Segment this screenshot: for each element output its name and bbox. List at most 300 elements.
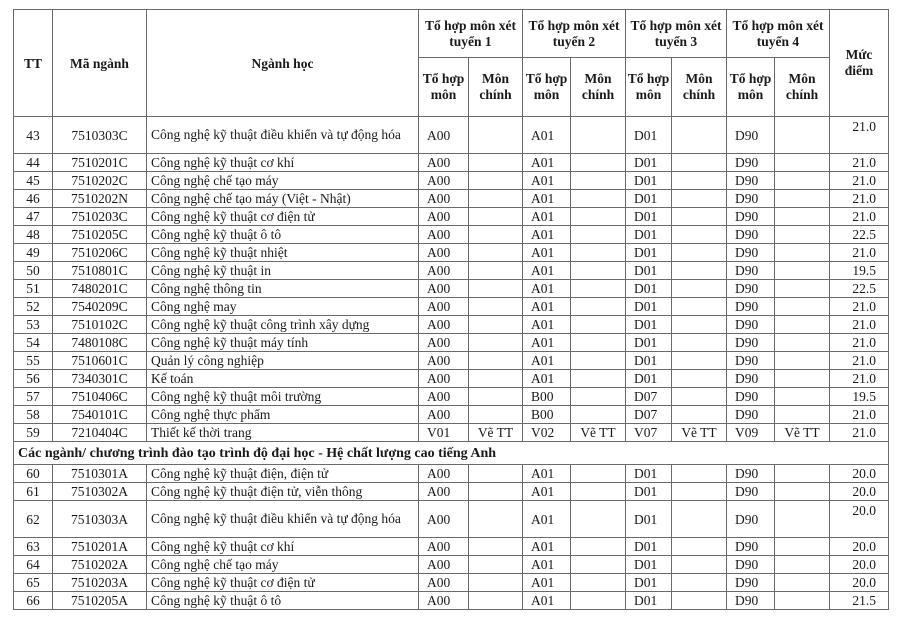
cell-combo-1: A00 xyxy=(419,226,469,244)
cell-code: 7510201A xyxy=(53,538,147,556)
cell-combo-4: D90 xyxy=(727,406,775,424)
cell-main-3 xyxy=(672,334,727,352)
cell-code: 7510301A xyxy=(53,465,147,483)
cell-score: 21.0 xyxy=(830,208,889,226)
header-main-4: Môn chính xyxy=(775,58,830,117)
cell-main-4 xyxy=(775,154,830,172)
table-row xyxy=(14,501,889,538)
cell-combo-4: D90 xyxy=(727,538,775,556)
cell-main-2 xyxy=(571,298,626,316)
cell-combo-2: B00 xyxy=(523,406,571,424)
header-combo-1: Tổ hợp môn xyxy=(419,58,469,117)
cell-tt: 43 xyxy=(14,117,53,154)
cell-main-4 xyxy=(775,574,830,592)
cell-main-4: Vẽ TT xyxy=(775,424,830,442)
cell-code: 7510203A xyxy=(53,574,147,592)
cell-combo-4: D90 xyxy=(727,172,775,190)
table-row xyxy=(14,298,889,316)
cell-main-1 xyxy=(469,298,523,316)
cell-main-1 xyxy=(469,388,523,406)
cell-score: 20.0 xyxy=(830,465,889,483)
cell-score: 19.5 xyxy=(830,388,889,406)
cell-combo-2: A01 xyxy=(523,556,571,574)
cell-combo-3: D01 xyxy=(626,483,672,501)
cell-main-1 xyxy=(469,154,523,172)
cell-main-2 xyxy=(571,465,626,483)
cell-combo-4: D90 xyxy=(727,483,775,501)
cell-major: Công nghệ chế tạo máy (Việt - Nhật) xyxy=(147,190,419,208)
cell-main-2 xyxy=(571,538,626,556)
cell-main-3 xyxy=(672,388,727,406)
cell-main-3 xyxy=(672,226,727,244)
cell-main-1: Vẽ TT xyxy=(469,424,523,442)
cell-main-2 xyxy=(571,370,626,388)
cell-combo-1: A00 xyxy=(419,298,469,316)
cell-combo-1: A00 xyxy=(419,154,469,172)
cell-combo-3: D01 xyxy=(626,262,672,280)
cell-main-2 xyxy=(571,280,626,298)
cell-main-4 xyxy=(775,190,830,208)
cell-main-3 xyxy=(672,117,727,154)
cell-combo-1: A00 xyxy=(419,592,469,610)
cell-major: Công nghệ kỹ thuật nhiệt xyxy=(147,244,419,262)
cell-tt: 59 xyxy=(14,424,53,442)
cell-main-2 xyxy=(571,556,626,574)
cell-main-1 xyxy=(469,406,523,424)
cell-combo-1: A00 xyxy=(419,117,469,154)
cell-main-1 xyxy=(469,208,523,226)
header-main-1: Môn chính xyxy=(469,58,523,117)
cell-main-1 xyxy=(469,244,523,262)
table-row xyxy=(14,262,889,280)
header-main-3: Môn chính xyxy=(672,58,727,117)
table-row xyxy=(14,406,889,424)
cell-main-4 xyxy=(775,262,830,280)
cell-score: 22.5 xyxy=(830,280,889,298)
cell-combo-4: D90 xyxy=(727,592,775,610)
cell-combo-1: A00 xyxy=(419,208,469,226)
cell-tt: 61 xyxy=(14,483,53,501)
cell-combo-3: D01 xyxy=(626,556,672,574)
cell-combo-2: A01 xyxy=(523,208,571,226)
cell-code: 7480201C xyxy=(53,280,147,298)
cell-combo-4: D90 xyxy=(727,388,775,406)
cell-combo-2: A01 xyxy=(523,316,571,334)
cell-combo-3: D01 xyxy=(626,538,672,556)
cell-main-2 xyxy=(571,334,626,352)
table-row xyxy=(14,334,889,352)
cell-major: Công nghệ chế tạo máy xyxy=(147,556,419,574)
table-row xyxy=(14,244,889,262)
cell-combo-1: A00 xyxy=(419,262,469,280)
table-row xyxy=(14,556,889,574)
cell-score: 21.0 xyxy=(830,334,889,352)
cell-major: Công nghệ kỹ thuật điều khiển và tự động hóa xyxy=(147,117,419,154)
table-body-standard xyxy=(14,117,889,442)
cell-code: 7540209C xyxy=(53,298,147,316)
cell-combo-3: D01 xyxy=(626,298,672,316)
cell-main-4 xyxy=(775,465,830,483)
cell-main-3 xyxy=(672,465,727,483)
cell-main-4 xyxy=(775,208,830,226)
table-row xyxy=(14,154,889,172)
cell-combo-1: V01 xyxy=(419,424,469,442)
cell-combo-1: A00 xyxy=(419,483,469,501)
cell-main-1 xyxy=(469,538,523,556)
cell-code: 7480108C xyxy=(53,334,147,352)
cell-main-2 xyxy=(571,388,626,406)
cell-main-3 xyxy=(672,370,727,388)
cell-combo-3: V07 xyxy=(626,424,672,442)
cell-combo-2: A01 xyxy=(523,262,571,280)
cell-main-3 xyxy=(672,190,727,208)
header-combo-2: Tổ hợp môn xyxy=(523,58,571,117)
cell-combo-1: A00 xyxy=(419,352,469,370)
cell-tt: 44 xyxy=(14,154,53,172)
cell-combo-2: A01 xyxy=(523,483,571,501)
header-combo-4: Tổ hợp môn xyxy=(727,58,775,117)
table-row xyxy=(14,538,889,556)
cell-combo-2: A01 xyxy=(523,352,571,370)
cell-main-4 xyxy=(775,117,830,154)
cell-main-2 xyxy=(571,592,626,610)
table-row xyxy=(14,208,889,226)
header-main-2: Môn chính xyxy=(571,58,626,117)
cell-main-1 xyxy=(469,465,523,483)
cell-main-1 xyxy=(469,352,523,370)
cell-combo-4: D90 xyxy=(727,117,775,154)
cell-main-4 xyxy=(775,538,830,556)
header-code: Mã ngành xyxy=(53,10,147,117)
cell-score: 19.5 xyxy=(830,262,889,280)
cell-tt: 49 xyxy=(14,244,53,262)
cell-score: 20.0 xyxy=(830,556,889,574)
cell-main-4 xyxy=(775,592,830,610)
cell-code: 7510202C xyxy=(53,172,147,190)
table-row xyxy=(14,352,889,370)
cell-main-3 xyxy=(672,556,727,574)
cell-score: 21.0 xyxy=(830,424,889,442)
cell-major: Công nghệ kỹ thuật công trình xây dựng xyxy=(147,316,419,334)
cell-main-2 xyxy=(571,244,626,262)
table-row xyxy=(14,483,889,501)
header-combo-3: Tổ hợp môn xyxy=(626,58,672,117)
cell-code: 7510202A xyxy=(53,556,147,574)
cell-main-3 xyxy=(672,538,727,556)
cell-combo-3: D01 xyxy=(626,334,672,352)
cell-combo-3: D07 xyxy=(626,388,672,406)
cell-main-2 xyxy=(571,208,626,226)
cell-main-1 xyxy=(469,226,523,244)
cell-main-3 xyxy=(672,172,727,190)
cell-combo-2: A01 xyxy=(523,117,571,154)
table-row xyxy=(14,424,889,442)
cell-combo-1: A00 xyxy=(419,190,469,208)
table-row xyxy=(14,280,889,298)
cell-tt: 55 xyxy=(14,352,53,370)
cell-tt: 60 xyxy=(14,465,53,483)
cell-code: 7210404C xyxy=(53,424,147,442)
table-row xyxy=(14,190,889,208)
cell-tt: 56 xyxy=(14,370,53,388)
cell-tt: 58 xyxy=(14,406,53,424)
cell-combo-3: D01 xyxy=(626,316,672,334)
cell-main-2 xyxy=(571,262,626,280)
cell-main-1 xyxy=(469,483,523,501)
cell-combo-3: D07 xyxy=(626,406,672,424)
cell-main-4 xyxy=(775,556,830,574)
cell-combo-2: A01 xyxy=(523,592,571,610)
cell-combo-3: D01 xyxy=(626,465,672,483)
cell-code: 7510203C xyxy=(53,208,147,226)
cell-score: 20.0 xyxy=(830,574,889,592)
cell-tt: 65 xyxy=(14,574,53,592)
cell-score: 21.0 xyxy=(830,316,889,334)
cell-main-3: Vẽ TT xyxy=(672,424,727,442)
table-row xyxy=(14,465,889,483)
cell-combo-4: D90 xyxy=(727,280,775,298)
cell-score: 21.0 xyxy=(830,154,889,172)
cell-combo-1: A00 xyxy=(419,538,469,556)
cell-main-2 xyxy=(571,226,626,244)
cell-combo-4: D90 xyxy=(727,556,775,574)
cell-major: Quản lý công nghiệp xyxy=(147,352,419,370)
cell-main-4 xyxy=(775,388,830,406)
cell-major: Công nghệ kỹ thuật điện tử, viễn thông xyxy=(147,483,419,501)
cell-major: Công nghệ kỹ thuật in xyxy=(147,262,419,280)
header-group-4: Tổ hợp môn xét tuyển 4 xyxy=(727,10,830,58)
cell-combo-2: A01 xyxy=(523,172,571,190)
cell-tt: 63 xyxy=(14,538,53,556)
cell-combo-3: D01 xyxy=(626,574,672,592)
table-header xyxy=(14,10,889,117)
cell-code: 7510201C xyxy=(53,154,147,172)
cell-major: Công nghệ thông tin xyxy=(147,280,419,298)
table-body-high-quality xyxy=(14,465,889,610)
cell-combo-1: A00 xyxy=(419,172,469,190)
cell-score: 21.0 xyxy=(830,352,889,370)
cell-combo-1: A00 xyxy=(419,501,469,538)
table-row xyxy=(14,117,889,154)
cell-combo-3: D01 xyxy=(626,244,672,262)
cell-combo-4: D90 xyxy=(727,316,775,334)
cell-main-3 xyxy=(672,574,727,592)
cell-combo-2: A01 xyxy=(523,154,571,172)
table-row xyxy=(14,316,889,334)
cell-major: Công nghệ kỹ thuật cơ điện tử xyxy=(147,574,419,592)
table-row xyxy=(14,226,889,244)
cell-combo-2: A01 xyxy=(523,190,571,208)
cell-score: 21.0 xyxy=(830,298,889,316)
cell-combo-1: A00 xyxy=(419,406,469,424)
cell-main-1 xyxy=(469,262,523,280)
cell-score: 21.0 xyxy=(830,190,889,208)
cell-main-2 xyxy=(571,154,626,172)
cell-main-2 xyxy=(571,190,626,208)
cell-major: Công nghệ chế tạo máy xyxy=(147,172,419,190)
cell-main-2 xyxy=(571,117,626,154)
cell-score: 21.0 xyxy=(830,117,889,154)
cell-main-2 xyxy=(571,352,626,370)
cell-combo-2: B00 xyxy=(523,388,571,406)
cell-combo-1: A00 xyxy=(419,465,469,483)
cell-combo-3: D01 xyxy=(626,352,672,370)
cell-score: 22.5 xyxy=(830,226,889,244)
cell-major: Công nghệ kỹ thuật môi trường xyxy=(147,388,419,406)
cell-major: Công nghệ kỹ thuật máy tính xyxy=(147,334,419,352)
cell-combo-2: A01 xyxy=(523,280,571,298)
cell-main-3 xyxy=(672,406,727,424)
cell-main-4 xyxy=(775,172,830,190)
cell-main-1 xyxy=(469,280,523,298)
cell-main-4 xyxy=(775,244,830,262)
cell-combo-3: D01 xyxy=(626,154,672,172)
cell-combo-2: A01 xyxy=(523,574,571,592)
cell-tt: 47 xyxy=(14,208,53,226)
cell-code: 7340301C xyxy=(53,370,147,388)
cell-code: 7510801C xyxy=(53,262,147,280)
cell-score: 21.0 xyxy=(830,406,889,424)
cell-combo-1: A00 xyxy=(419,388,469,406)
cell-main-2: Vẽ TT xyxy=(571,424,626,442)
cell-main-1 xyxy=(469,316,523,334)
cell-main-4 xyxy=(775,226,830,244)
cell-main-3 xyxy=(672,154,727,172)
cell-combo-4: D90 xyxy=(727,154,775,172)
cell-main-4 xyxy=(775,370,830,388)
cell-major: Công nghệ kỹ thuật điều khiển và tự động hóa xyxy=(147,501,419,538)
cell-main-4 xyxy=(775,280,830,298)
cell-tt: 53 xyxy=(14,316,53,334)
cell-major: Công nghệ kỹ thuật cơ khí xyxy=(147,538,419,556)
cell-combo-3: D01 xyxy=(626,117,672,154)
cell-combo-2: A01 xyxy=(523,465,571,483)
admission-score-table xyxy=(13,9,889,610)
cell-main-3 xyxy=(672,244,727,262)
cell-tt: 52 xyxy=(14,298,53,316)
section-header xyxy=(14,442,889,465)
cell-combo-4: D90 xyxy=(727,334,775,352)
cell-main-2 xyxy=(571,316,626,334)
cell-combo-1: A00 xyxy=(419,280,469,298)
table-row xyxy=(14,574,889,592)
cell-code: 7540101C xyxy=(53,406,147,424)
cell-combo-3: D01 xyxy=(626,592,672,610)
cell-combo-2: A01 xyxy=(523,334,571,352)
cell-combo-4: D90 xyxy=(727,262,775,280)
table-row xyxy=(14,370,889,388)
cell-combo-4: D90 xyxy=(727,190,775,208)
cell-combo-4: D90 xyxy=(727,370,775,388)
cell-combo-4: D90 xyxy=(727,574,775,592)
cell-score: 21.0 xyxy=(830,172,889,190)
cell-combo-4: D90 xyxy=(727,298,775,316)
cell-combo-3: D01 xyxy=(626,190,672,208)
cell-combo-3: D01 xyxy=(626,370,672,388)
cell-main-4 xyxy=(775,501,830,538)
cell-combo-2: A01 xyxy=(523,244,571,262)
cell-main-1 xyxy=(469,190,523,208)
cell-combo-1: A00 xyxy=(419,316,469,334)
cell-code: 7510206C xyxy=(53,244,147,262)
cell-combo-3: D01 xyxy=(626,280,672,298)
cell-code: 7510302A xyxy=(53,483,147,501)
cell-main-1 xyxy=(469,172,523,190)
cell-combo-4: D90 xyxy=(727,352,775,370)
cell-tt: 64 xyxy=(14,556,53,574)
cell-combo-4: D90 xyxy=(727,208,775,226)
cell-main-3 xyxy=(672,483,727,501)
cell-main-4 xyxy=(775,406,830,424)
cell-score: 20.0 xyxy=(830,501,889,538)
cell-combo-4: V09 xyxy=(727,424,775,442)
cell-major: Công nghệ kỹ thuật điện, điện tử xyxy=(147,465,419,483)
cell-main-4 xyxy=(775,352,830,370)
header-tt: TT xyxy=(14,10,53,117)
cell-combo-3: D01 xyxy=(626,501,672,538)
cell-code: 7510202N xyxy=(53,190,147,208)
section-title: Các ngành/ chương trình đào tạo trình độ đại học - Hệ chất lượng cao tiếng Anh xyxy=(14,442,889,465)
cell-combo-3: D01 xyxy=(626,226,672,244)
cell-tt: 50 xyxy=(14,262,53,280)
cell-major: Công nghệ kỹ thuật cơ khí xyxy=(147,154,419,172)
header-group-2: Tổ hợp môn xét tuyển 2 xyxy=(523,10,626,58)
cell-combo-4: D90 xyxy=(727,244,775,262)
table-row xyxy=(14,592,889,610)
header-group-1: Tổ hợp môn xét tuyển 1 xyxy=(419,10,523,58)
cell-main-1 xyxy=(469,592,523,610)
cell-main-2 xyxy=(571,406,626,424)
cell-main-3 xyxy=(672,316,727,334)
cell-code: 7510102C xyxy=(53,316,147,334)
cell-combo-4: D90 xyxy=(727,226,775,244)
header-score: Mức điểm xyxy=(830,10,889,117)
cell-main-3 xyxy=(672,501,727,538)
cell-main-3 xyxy=(672,208,727,226)
table-row xyxy=(14,172,889,190)
cell-major: Công nghệ kỹ thuật cơ điện tử xyxy=(147,208,419,226)
cell-combo-2: V02 xyxy=(523,424,571,442)
cell-code: 7510303A xyxy=(53,501,147,538)
cell-code: 7510205C xyxy=(53,226,147,244)
cell-combo-1: A00 xyxy=(419,556,469,574)
cell-code: 7510303C xyxy=(53,117,147,154)
cell-combo-1: A00 xyxy=(419,334,469,352)
cell-tt: 62 xyxy=(14,501,53,538)
cell-tt: 46 xyxy=(14,190,53,208)
cell-combo-3: D01 xyxy=(626,172,672,190)
cell-main-1 xyxy=(469,370,523,388)
cell-major: Công nghệ kỹ thuật ô tô xyxy=(147,592,419,610)
cell-main-3 xyxy=(672,280,727,298)
cell-combo-2: A01 xyxy=(523,370,571,388)
cell-combo-3: D01 xyxy=(626,208,672,226)
cell-major: Công nghệ kỹ thuật ô tô xyxy=(147,226,419,244)
table-row xyxy=(14,388,889,406)
cell-main-1 xyxy=(469,574,523,592)
cell-main-3 xyxy=(672,592,727,610)
cell-tt: 45 xyxy=(14,172,53,190)
cell-combo-2: A01 xyxy=(523,298,571,316)
header-group-3: Tổ hợp môn xét tuyển 3 xyxy=(626,10,727,58)
cell-main-4 xyxy=(775,483,830,501)
header-major: Ngành học xyxy=(147,10,419,117)
cell-score: 21.0 xyxy=(830,370,889,388)
cell-major: Kế toán xyxy=(147,370,419,388)
cell-main-1 xyxy=(469,501,523,538)
cell-main-3 xyxy=(672,352,727,370)
cell-code: 7510205A xyxy=(53,592,147,610)
